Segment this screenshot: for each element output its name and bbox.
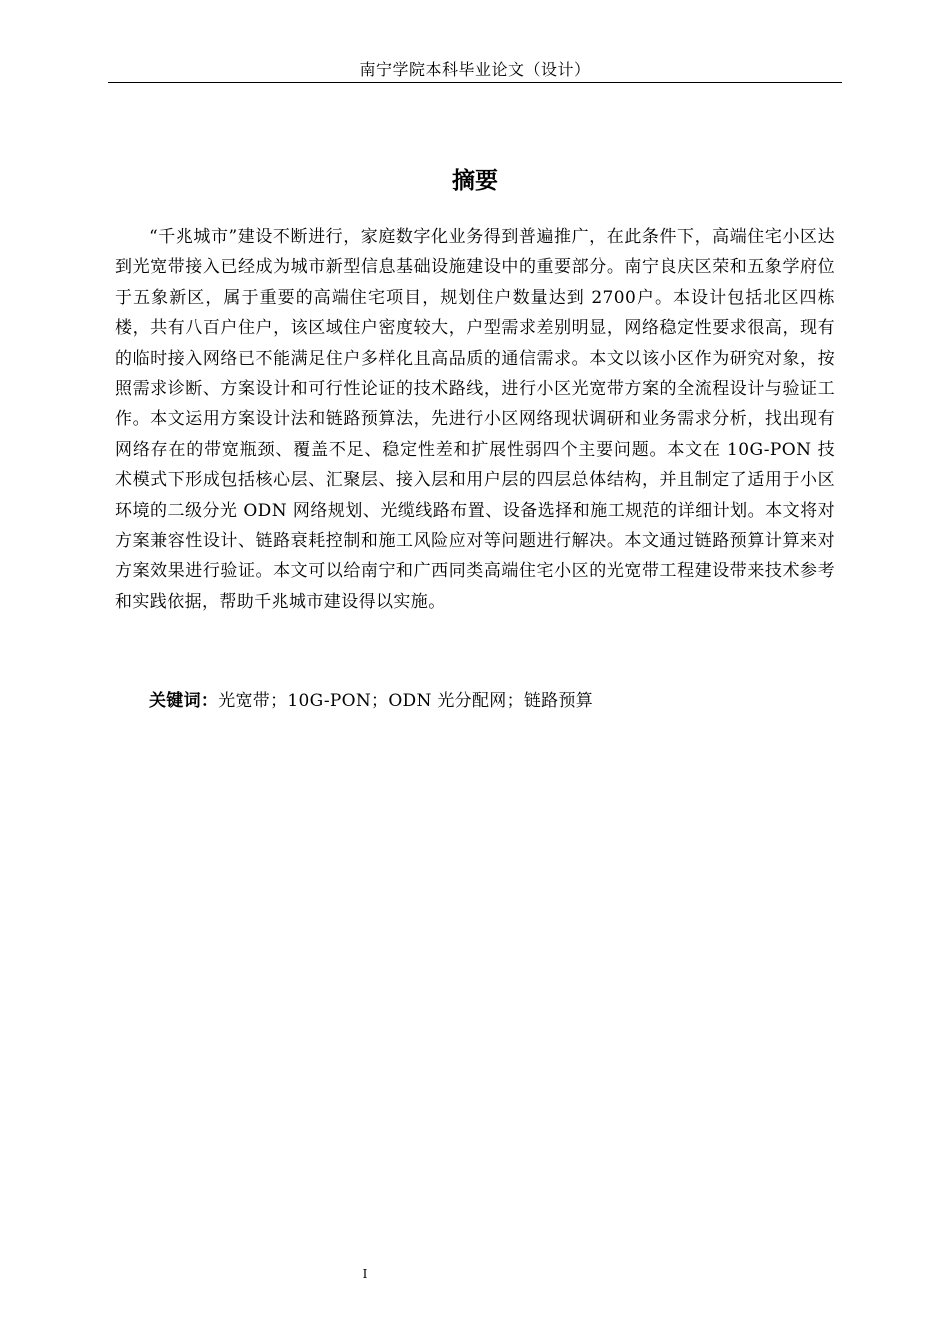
abstract-title: 摘要 (452, 168, 498, 194)
page-number: I (362, 1267, 368, 1281)
abstract-body: “千兆城市”建设不断进行，家庭数字化业务得到普遍推广，在此条件下，高端住宅小区达到光宽带接入已经成为城市新型信息基础设施建设中的重要部分。南宁良庆区荣和五象学府位于五象新区，属于重要的高端住宅项目，规划住户数量达到 2700户。本设计包括北区四栋楼，共有八百户住户，该区域住户密度较大，户型需求差别明显，网络稳定性要求很高，现有的临时接入网络已不能满足住户多样化且高品质的通信需求。本文以该小区作为研究对象，按照需求诊断、方案设计和可行性论证的技术路线，进行小区光宽带方案的全流程设计与验证工作。本文运用方案设计法和链路预算法，先进行小区网络现状调研和业务需求分析，找出现有网络存在的带宽瓶颈、覆盖不足、稳定性差和扩展性弱四个主要问题。本文在 10G-PON 技术模式下形成包括核心层、汇聚层、接入层和用户层的四层总体结构，并且制定了适用于小区环境的二级分光 ODN 网络规划、光缆线路布置、设备选择和施工规范的详细计划。本文将对方案兼容性设计、链路衰耗控制和施工风险应对等问题进行解决。本文通过链路预算计算来对方案效果进行验证。本文可以给南宁和广西同类高端住宅小区的光宽带工程建设带来技术参考和实践依据，帮助千兆城市建设得以实施。 (115, 227, 835, 612)
keywords-label: 关键词： (149, 691, 219, 711)
keywords-text: 光宽带；10G-PON；ODN 光分配网；链路预算 (218, 691, 594, 711)
header-rule (108, 82, 842, 83)
page-header: 南宁学院本科毕业论文（设计） (359, 60, 591, 79)
keywords (149, 687, 839, 715)
